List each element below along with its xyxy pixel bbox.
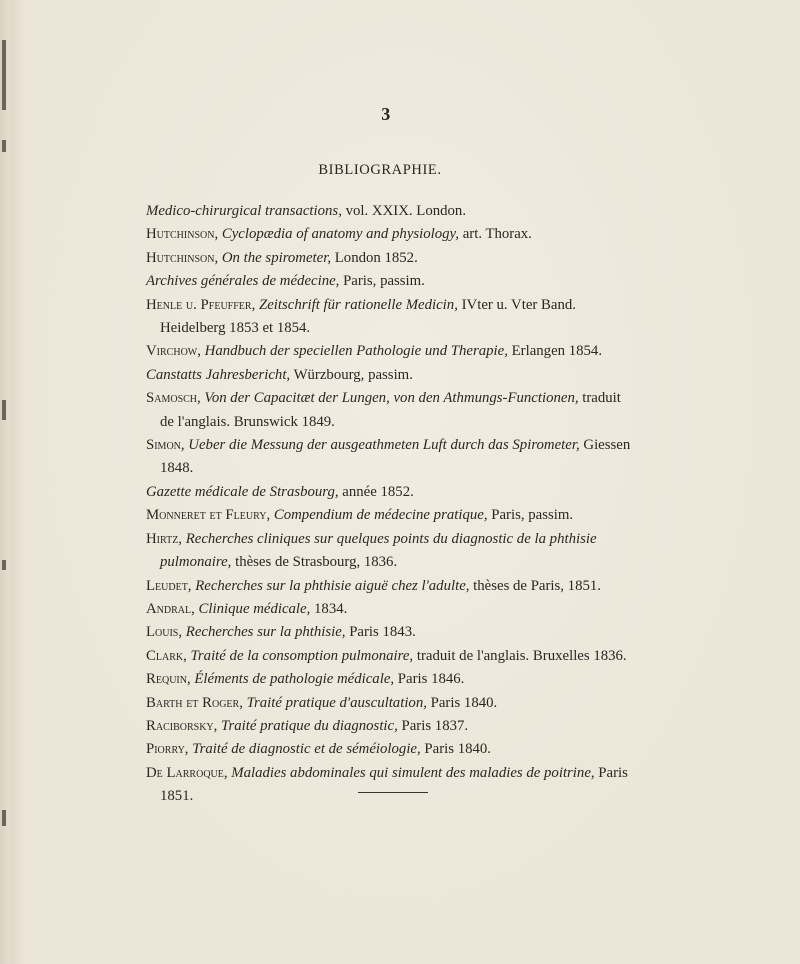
entry-details: Würzbourg, passim. xyxy=(290,366,413,383)
entry-title: Gazette médicale de Strasbourg, xyxy=(146,483,339,500)
entry-details: Paris 1840. xyxy=(426,694,498,711)
entry-details: traduit de l'anglais. Brunswick 1849. xyxy=(160,390,621,430)
entry-title: Traité de diagnostic et de séméiologie, xyxy=(188,741,421,758)
bibliography-entry xyxy=(146,504,638,527)
entry-details: art. Thorax. xyxy=(459,226,532,243)
entry-author: De Larroque, xyxy=(146,764,228,781)
entry-title: Zeitschrift für rationelle Medicin, xyxy=(255,296,458,313)
entry-author: Clark, xyxy=(146,647,187,664)
bibliography-list xyxy=(146,200,638,809)
entry-title: Éléments de pathologie médicale, xyxy=(190,671,395,688)
entry-author: Simon, xyxy=(146,437,185,454)
entry-title: Recherches cliniques sur quelques points du diagnostic de la phthisie pulmonaire, xyxy=(160,530,597,571)
page-number: 3 xyxy=(381,104,391,124)
bibliography-entry xyxy=(146,364,638,387)
entry-details: Paris 1840. xyxy=(420,741,491,758)
entry-author: Louis, xyxy=(146,624,183,641)
entry-author: Virchow, xyxy=(146,343,201,360)
entry-title: Von der Capacitæt der Lungen, von den Athmungs-Functionen, xyxy=(200,390,579,407)
bibliography-entry xyxy=(146,668,638,691)
entry-author: Requin, xyxy=(146,671,191,688)
closing-rule xyxy=(358,792,428,793)
entry-author: Andral, xyxy=(146,600,195,617)
entry-title: Archives générales de médecine, xyxy=(146,273,340,290)
entry-details: Giessen 1848. xyxy=(160,437,631,477)
bibliography-entry xyxy=(146,481,638,504)
bibliography-entry xyxy=(146,762,638,809)
binding-edge xyxy=(0,0,10,964)
bibliography-entry xyxy=(146,270,638,293)
entry-author: Piorry, xyxy=(146,741,189,758)
bibliography-entry xyxy=(146,387,638,434)
bibliography-entry xyxy=(146,598,638,621)
entry-details: Paris, passim. xyxy=(339,273,425,290)
entry-author: Monneret et Fleury, xyxy=(146,507,271,524)
bibliography-entry xyxy=(146,434,638,481)
bibliography-entry xyxy=(146,294,638,341)
bibliography-entry xyxy=(146,200,638,223)
entry-title: Medico-chirurgical transactions, xyxy=(146,203,342,219)
bibliography-entry xyxy=(146,692,638,715)
entry-details: Paris 1851. xyxy=(160,764,628,805)
entry-author: Raciborsky, xyxy=(146,717,218,734)
bibliography-entry xyxy=(146,621,638,644)
entry-details: 1834. xyxy=(310,600,348,617)
bibliography-entry xyxy=(146,223,638,246)
entry-author: Hutchinson, xyxy=(146,226,219,243)
entry-title: Canstatts Jahresbericht, xyxy=(146,366,291,383)
entry-title: On the spirometer, xyxy=(218,249,332,266)
entry-details: Erlangen 1854. xyxy=(507,343,603,360)
entry-details: traduit de l'anglais. Bruxelles 1836. xyxy=(413,647,627,664)
entry-details: thèses de Strasbourg, 1836. xyxy=(231,554,398,571)
entry-author: Barth et Roger, xyxy=(146,694,243,711)
bibliography-entry xyxy=(146,645,638,668)
entry-details: Paris 1843. xyxy=(345,624,416,641)
entry-details: Paris, passim. xyxy=(487,507,574,524)
entry-details: année 1852. xyxy=(338,483,414,500)
entry-title: Handbuch der speciellen Pathologie und Therapie, xyxy=(200,343,508,360)
entry-details: vol. XXIX. London. xyxy=(341,203,467,219)
entry-details: thèses de Paris, 1851. xyxy=(469,577,601,594)
entry-title: Recherches sur la phthisie, xyxy=(182,624,346,641)
entry-title: Traité de la consomption pulmonaire, xyxy=(186,647,414,664)
bibliography-entry xyxy=(146,340,638,363)
entry-details: Paris 1846. xyxy=(394,671,465,688)
entry-author: Henle u. Pfeuffer, xyxy=(146,296,256,313)
entry-details: London 1852. xyxy=(331,249,418,266)
entry-title: Cyclopædia of anatomy and physiology, xyxy=(218,226,460,243)
entry-details: IVter u. Vter Band. Heidelberg 1853 et 1854. xyxy=(160,296,576,337)
bibliography-entry xyxy=(146,715,638,738)
entry-title: Traité pratique du diagnostic, xyxy=(217,717,398,734)
bibliography-entry xyxy=(146,738,638,761)
entry-title: Recherches sur la phthisie aiguë chez l'adulte, xyxy=(191,577,470,594)
entry-title: Compendium de médecine pratique, xyxy=(270,507,488,524)
entry-author: Leudet, xyxy=(146,577,192,594)
entry-author: Hirtz, xyxy=(146,530,183,547)
entry-author: Hutchinson, xyxy=(146,249,219,266)
entry-author: Samosch, xyxy=(146,390,201,407)
bibliography-entry xyxy=(146,528,638,575)
entry-details: Paris 1837. xyxy=(397,717,469,734)
section-heading: BIBLIOGRAPHIE. xyxy=(318,162,442,178)
entry-title: Maladies abdominales qui simulent des maladies de poitrine, xyxy=(227,764,595,781)
entry-title: Clinique médicale, xyxy=(194,600,311,617)
entry-title: Ueber die Messung der ausgeathmeten Luft durch das Spirometer, xyxy=(184,437,580,454)
entry-title: Traité pratique d'auscultation, xyxy=(242,694,427,711)
bibliography-entry xyxy=(146,575,638,598)
bibliography-entry xyxy=(146,247,638,270)
